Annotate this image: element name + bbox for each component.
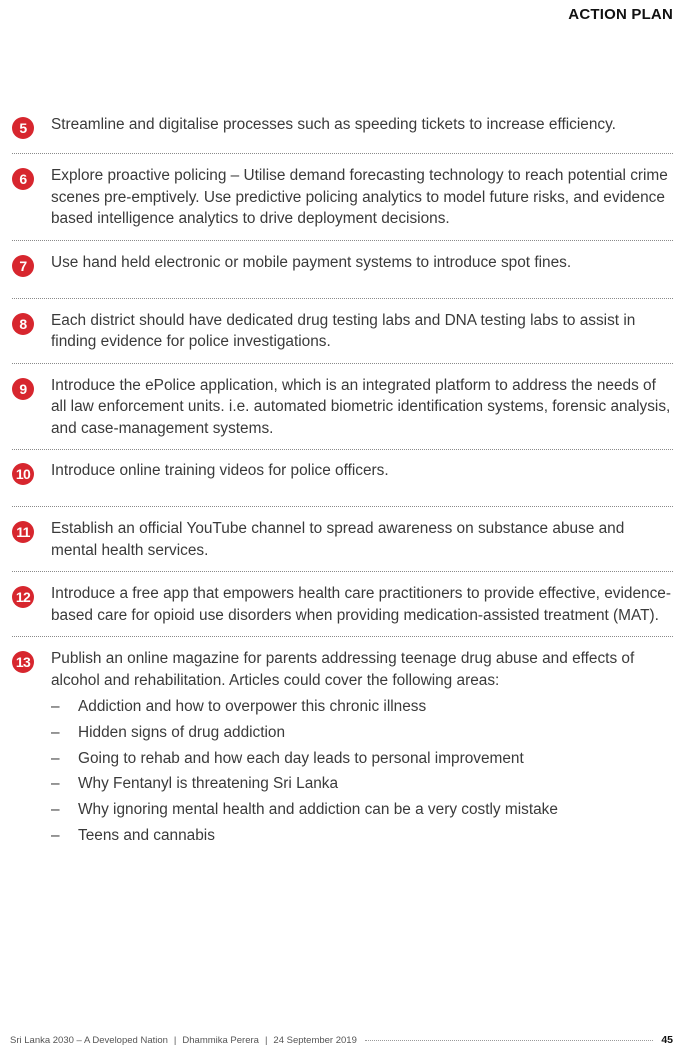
list-item-10	[12, 450, 673, 507]
sub-list-item-text: Why Fentanyl is threatening Sri Lanka	[78, 775, 339, 793]
footer-separator: |	[264, 1034, 268, 1046]
list-item-13	[12, 637, 673, 849]
list-item-7	[12, 241, 673, 299]
item-text-container	[51, 648, 673, 849]
item-number-badge: 5	[12, 117, 34, 139]
sub-list-item	[51, 694, 673, 720]
item-text: Streamline and digitalise processes such as speeding tickets to increase efficiency.	[51, 116, 616, 133]
item-text: Explore proactive policing – Utilise demand forecasting technology to reach potential crime scenes pre-emptively. Use predictive policing analytics to model future risks, and evidence based intelligence analytics to drive deployment decisions.	[51, 167, 668, 227]
item-number-badge: 9	[12, 378, 34, 400]
item-number-badge: 7	[12, 255, 34, 277]
list-item-6	[12, 154, 673, 241]
item-number-badge: 10	[12, 463, 34, 485]
sub-list-item	[51, 797, 673, 823]
list-item-9	[12, 364, 673, 451]
sub-list-item-text: Teens and cannabis	[78, 826, 215, 844]
footer-separator: |	[173, 1034, 177, 1046]
list-item-11	[12, 507, 673, 572]
footer-date: 24 September 2019	[273, 1034, 357, 1046]
sub-list-item-text: Going to rehab and how each day leads to personal improvement	[78, 749, 524, 767]
item-text: Introduce the ePolice application, which is an integrated platform to address the needs of all law enforcement units. i.e. automated biometric identification systems, forensic analysis, and case-management systems.	[51, 376, 671, 437]
item-number-badge: 13	[12, 651, 34, 673]
dash-bullet: –	[51, 801, 60, 819]
sub-list-item	[51, 720, 673, 746]
section-title: ACTION PLAN	[568, 6, 673, 23]
sub-list-item	[51, 823, 673, 849]
footer-rule	[365, 1040, 653, 1041]
item-number-badge: 11	[12, 521, 34, 543]
sub-list-item	[51, 771, 673, 797]
list-item-5	[12, 110, 673, 154]
item-text: Publish an online magazine for parents addressing teenage drug abuse and effects of alcohol and rehabilitation. Articles could cover the following areas:	[51, 650, 635, 689]
sub-list-item	[51, 746, 673, 772]
dash-bullet: –	[51, 723, 60, 741]
item-text: Use hand held electronic or mobile payment systems to introduce spot fines.	[51, 253, 572, 271]
item-text: Introduce online training videos for police officers.	[51, 462, 389, 479]
page-number: 45	[661, 1034, 673, 1046]
item-number-badge: 8	[12, 313, 34, 335]
item-number-badge: 6	[12, 168, 34, 190]
action-list	[12, 110, 673, 849]
sub-list-item-text: Hidden signs of drug addiction	[78, 723, 286, 741]
article-topics-list	[51, 694, 673, 849]
sub-list-item-text: Addiction and how to overpower this chronic illness	[78, 698, 427, 715]
footer-publication: Sri Lanka 2030 – A Developed Nation	[10, 1034, 168, 1046]
dash-bullet: –	[51, 826, 60, 844]
list-item-12	[12, 572, 673, 637]
dash-bullet: –	[51, 775, 60, 793]
dash-bullet: –	[51, 698, 60, 715]
dash-bullet: –	[51, 749, 60, 767]
item-text: Establish an official YouTube channel to spread awareness on substance abuse and mental health services.	[51, 520, 625, 559]
item-text: Introduce a free app that empowers health care practitioners to provide effective, evidence-based care for opioid use disorders when providing medication-assisted treatment (MAT).	[51, 585, 671, 624]
footer-author: Dhammika Perera	[182, 1034, 259, 1046]
item-number-badge: 12	[12, 586, 34, 608]
page-footer	[10, 1034, 673, 1046]
sub-list-item-text: Why ignoring mental health and addiction can be a very costly mistake	[78, 801, 558, 819]
list-item-8	[12, 299, 673, 364]
item-text: Each district should have dedicated drug testing labs and DNA testing labs to assist in finding evidence for police investigations.	[51, 311, 636, 350]
